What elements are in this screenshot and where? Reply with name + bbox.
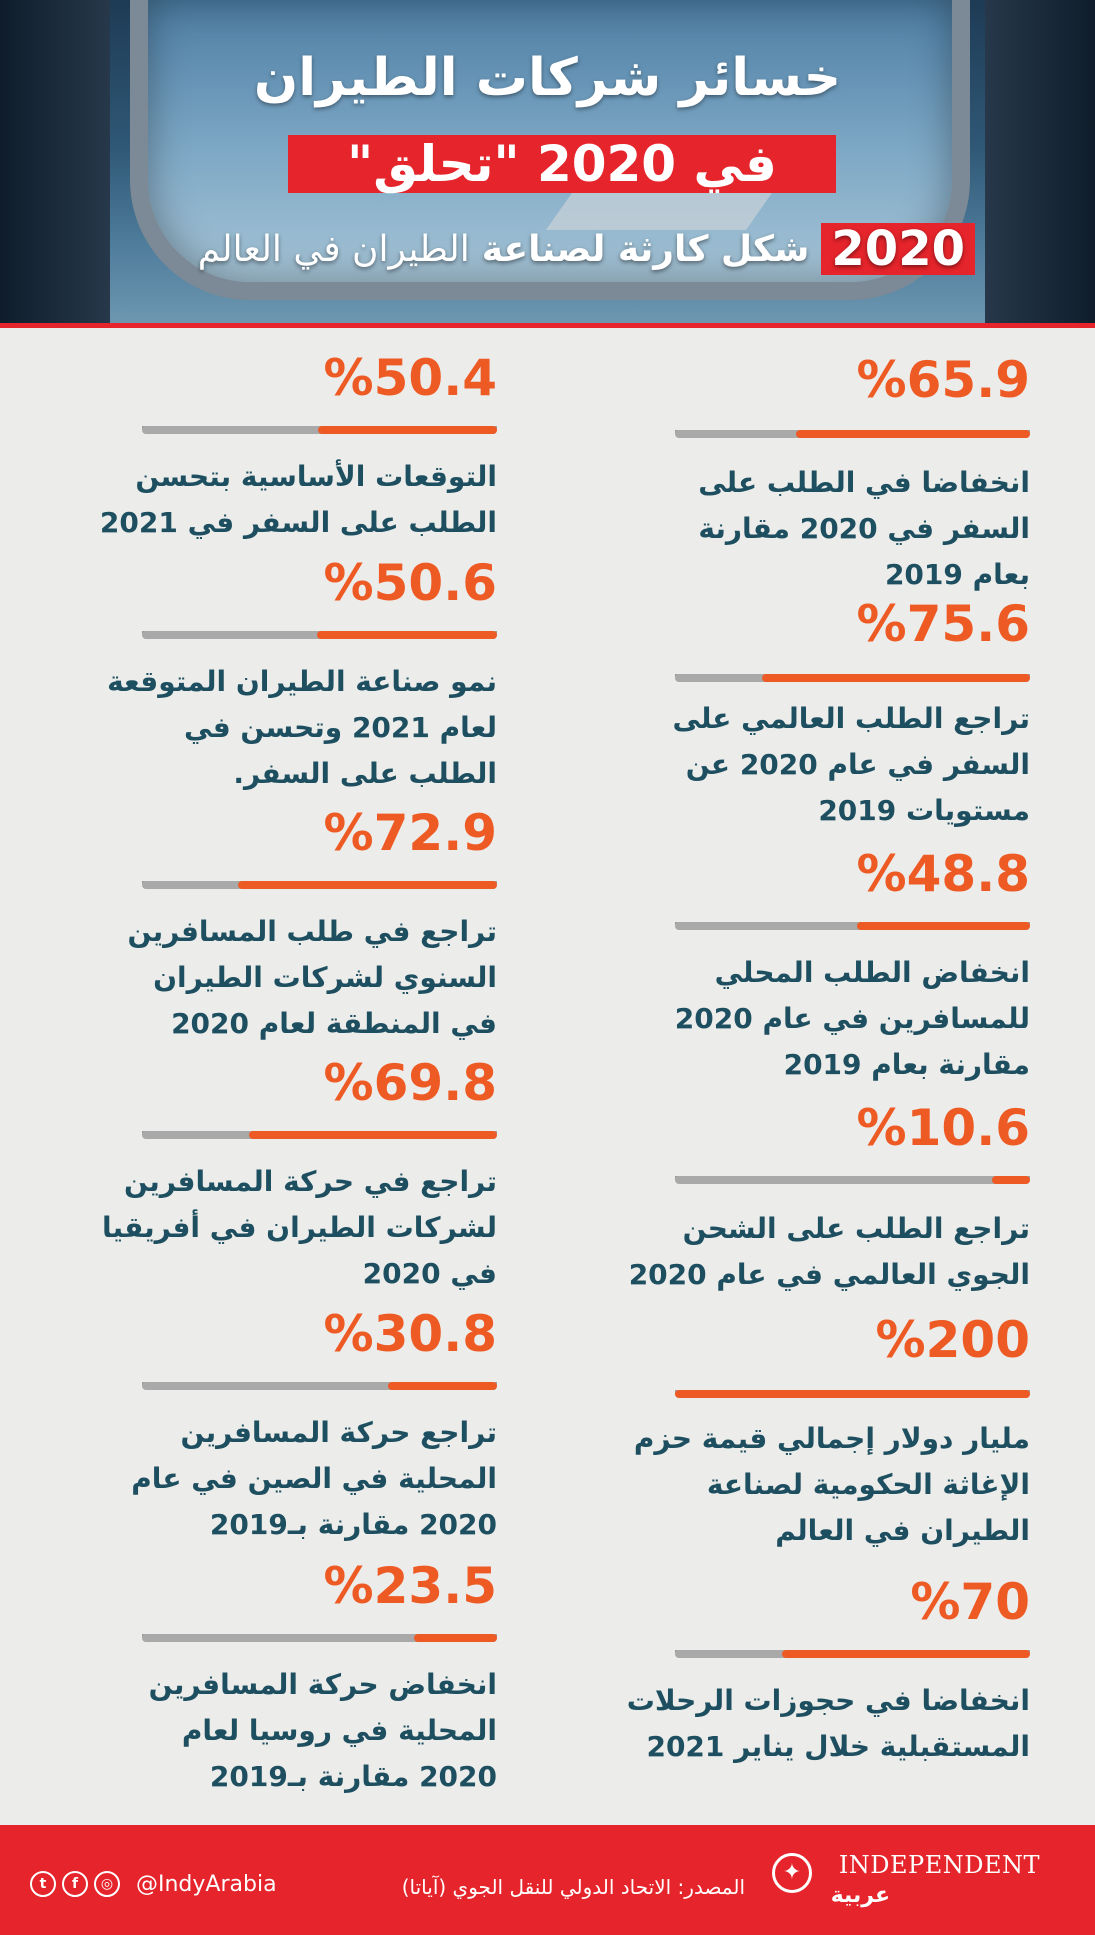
subtitle-bold-text: شكل كارثة لصناعة	[481, 228, 810, 270]
stat-block	[670, 595, 1030, 827]
brand-name-en: INDEPENDENT	[838, 1851, 1040, 1879]
stat-description: انخفاض الطلب المحلي للمسافرين في عام 2020 مقارنة بعام 2019	[674, 956, 1030, 1081]
stat-progress-fill	[782, 1650, 1031, 1658]
stat-progress-bar	[142, 1382, 497, 1390]
header-banner	[0, 0, 1095, 328]
page-subtitle	[198, 223, 975, 275]
stat-progress-bar	[142, 1131, 497, 1139]
stat-description: تراجع الطلب العالمي على السفر في عام 2020 عن مستويات 2019	[672, 702, 1030, 827]
stat-value: %65.9	[856, 351, 1030, 409]
stat-progress-bar	[675, 1650, 1030, 1658]
header-divider	[0, 323, 1095, 328]
stat-block	[127, 804, 497, 1040]
stat-progress-bar	[675, 674, 1030, 682]
stat-description: انخفاضا في الطلب على السفر في 2020 مقارنة بعام 2019	[698, 466, 1030, 591]
stat-progress-bar	[142, 1634, 497, 1642]
subtitle-year-badge: 2020	[821, 223, 975, 275]
stat-block	[670, 351, 1030, 591]
stat-progress-track	[675, 1176, 1030, 1184]
stat-progress-fill	[318, 426, 497, 434]
page-title-highlight: في 2020 "تحلق"	[288, 135, 836, 193]
stat-value: %50.4	[323, 349, 497, 407]
stat-description: مليار دولار إجمالي قيمة حزم الإغاثة الحكومية لصناعة الطيران في العالم	[633, 1422, 1030, 1547]
instagram-icon[interactable]: ◎	[94, 1871, 120, 1897]
stat-progress-bar	[142, 426, 497, 434]
stat-progress-fill	[238, 881, 497, 889]
stat-description: نمو صناعة الطيران المتوقعة لعام 2021 وتحسن في الطلب على السفر.	[107, 665, 497, 790]
stat-progress-bar	[142, 631, 497, 639]
stat-value: %48.8	[856, 845, 1030, 903]
stat-progress-fill	[857, 922, 1030, 930]
stat-description: التوقعات الأساسية بتحسن الطلب على السفر في 2021	[99, 460, 497, 539]
stat-block	[102, 1054, 497, 1290]
stat-progress-bar	[675, 430, 1030, 438]
stat-progress-fill	[675, 1390, 1030, 1398]
source-credit: المصدر: الاتحاد الدولي للنقل الجوي (آياتا)	[401, 1875, 745, 1899]
stat-block	[107, 554, 497, 795]
stat-progress-bar	[675, 1176, 1030, 1184]
brand-logo[interactable]	[780, 1847, 1040, 1913]
stat-progress-bar	[142, 881, 497, 889]
stat-value: %200	[875, 1311, 1030, 1369]
stat-progress-fill	[317, 631, 497, 639]
stat-progress-bar	[675, 1390, 1030, 1398]
stat-description: تراجع حركة المسافرين المحلية في الصين في عام 2020 مقارنة بـ2019	[131, 1416, 497, 1541]
footer	[0, 1825, 1095, 1935]
stat-block	[626, 1573, 1030, 1774]
stat-value: %72.9	[323, 804, 497, 862]
social-links	[30, 1871, 277, 1897]
stat-block	[633, 1311, 1030, 1552]
stat-description: تراجع في طلب المسافرين السنوي لشركات الطيران في المنطقة لعام 2020	[127, 915, 497, 1040]
page-title: خسائر شركات الطيران	[253, 48, 842, 108]
stat-description: انخفاض حركة المسافرين المحلية في روسيا لعام 2020 مقارنة بـ2019	[148, 1668, 497, 1793]
stat-progress-fill	[992, 1176, 1030, 1184]
stat-progress-fill	[796, 430, 1030, 438]
stat-progress-fill	[762, 674, 1030, 682]
stat-value: %23.5	[323, 1557, 497, 1615]
stat-progress-fill	[388, 1382, 497, 1390]
stat-description: تراجع في حركة المسافرين لشركات الطيران في أفريقيا في 2020	[102, 1165, 497, 1290]
stat-block	[137, 1557, 497, 1793]
stat-progress-fill	[249, 1131, 497, 1139]
social-handle[interactable]: @IndyArabia	[136, 1871, 277, 1897]
stat-value: %75.6	[856, 595, 1030, 653]
stat-block	[99, 349, 497, 580]
twitter-icon[interactable]: t	[30, 1871, 56, 1897]
subtitle-plain-text: الطيران في العالم	[197, 228, 470, 270]
stat-description: تراجع الطلب على الشحن الجوي العالمي في عام 2020	[628, 1212, 1030, 1291]
brand-name-ar: عربية	[830, 1883, 890, 1908]
stat-block	[131, 1305, 497, 1541]
stat-block	[670, 845, 1030, 1081]
stat-value: %69.8	[323, 1054, 497, 1112]
stat-value: %30.8	[323, 1305, 497, 1363]
stat-progress-fill	[414, 1634, 497, 1642]
facebook-icon[interactable]: f	[62, 1871, 88, 1897]
stat-progress-bar	[675, 922, 1030, 930]
eagle-icon: ✦	[772, 1853, 812, 1893]
stat-value: %70	[910, 1573, 1030, 1631]
stat-description: انخفاضا في حجوزات الرحلات المستقبلية خلال يناير 2021	[626, 1684, 1030, 1763]
stat-value: %10.6	[856, 1099, 1030, 1157]
stat-block	[628, 1099, 1030, 1300]
stat-value: %50.6	[323, 554, 497, 612]
